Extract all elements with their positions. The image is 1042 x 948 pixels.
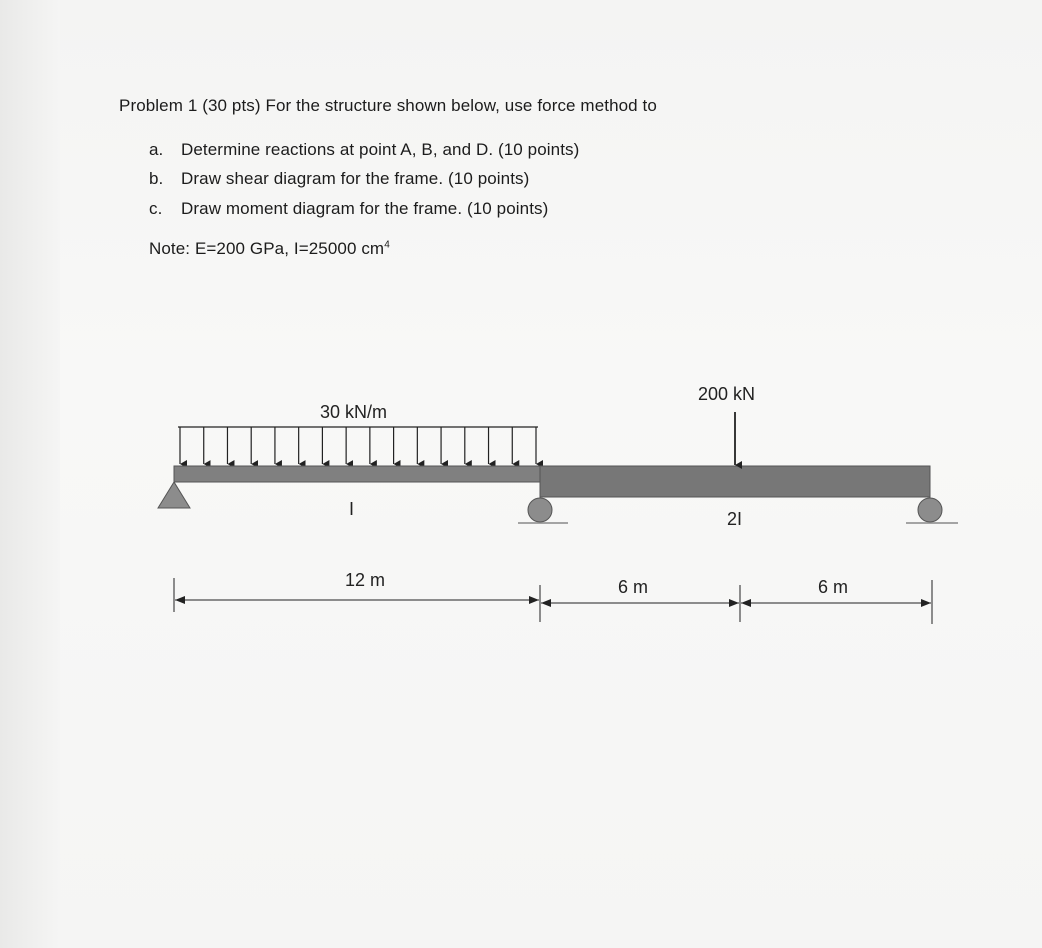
roller-support-d	[918, 498, 942, 522]
problem-title: Problem 1 (30 pts) For the structure shown below, use force method to	[119, 96, 657, 115]
task-marker: c.	[149, 199, 163, 218]
inertia-label-left: I	[349, 499, 355, 519]
pin-support-a	[158, 482, 190, 508]
task-text: Draw moment diagram for the frame. (10 points)	[181, 199, 549, 218]
beam-segment-left	[174, 466, 540, 482]
point-load-label: 200 kN	[698, 384, 756, 404]
task-text: Draw shear diagram for the frame. (10 points)	[181, 169, 530, 188]
dimension-label-12m: 12 m	[345, 570, 386, 590]
note-text: Note: E=200 GPa, I=25000 cm	[149, 239, 385, 258]
distributed-load	[178, 427, 538, 464]
dimension-label-6m-left: 6 m	[618, 577, 649, 597]
dimension-label-6m-right: 6 m	[818, 577, 849, 597]
beam-segment-right	[540, 466, 930, 497]
roller-support-b	[528, 498, 552, 522]
task-marker: b.	[149, 169, 164, 188]
note-exponent: 4	[384, 239, 390, 251]
inertia-label-right: 2I	[727, 509, 743, 529]
task-text: Determine reactions at point A, B, and D. (10 points)	[181, 140, 580, 159]
distributed-load-label: 30 kN/m	[320, 402, 388, 422]
task-marker: a.	[149, 140, 164, 159]
